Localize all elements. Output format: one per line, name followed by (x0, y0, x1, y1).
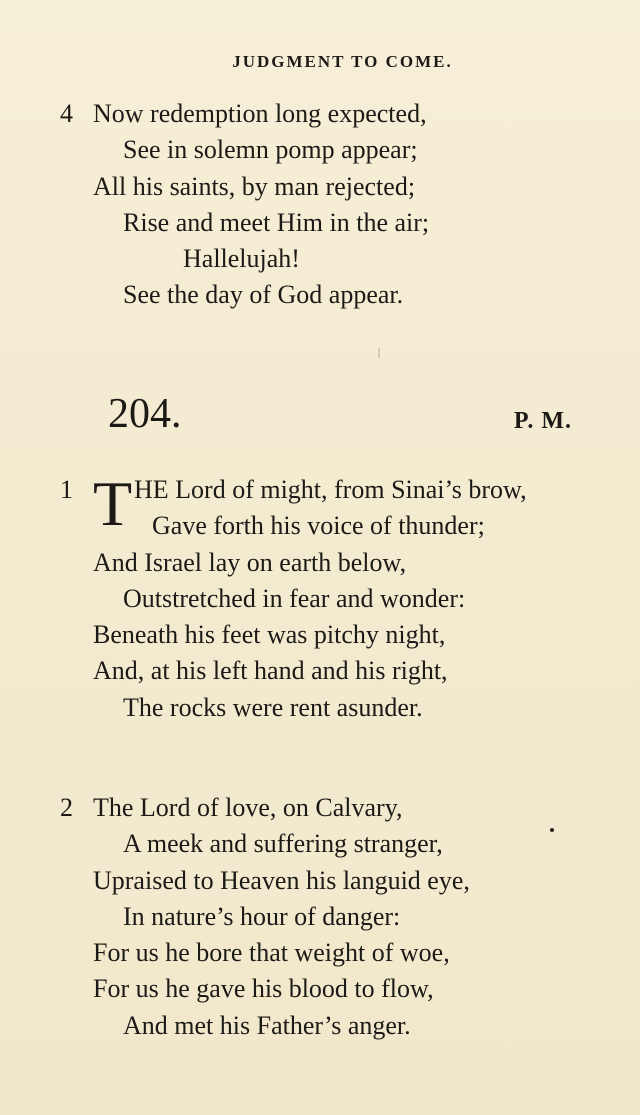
verse-text: And, at his left hand and his right, (93, 656, 448, 686)
verse-text: See in solemn pomp appear; (123, 135, 418, 165)
verse-text: The Lord of love, on Calvary, (93, 793, 403, 822)
verse-text: Rise and meet Him in the air; (123, 207, 430, 237)
stanza-2 (0, 790, 640, 1044)
stanza-1 (0, 468, 640, 726)
ink-speck (550, 828, 554, 832)
verse-line (0, 96, 640, 132)
verse-line (0, 277, 640, 313)
verse-line (0, 690, 640, 726)
stanza-number: 4 (60, 99, 73, 128)
verse-line (0, 899, 640, 935)
verse-text: All his saints, by man rejected; (93, 171, 416, 201)
stanza-number: 1 (60, 475, 73, 504)
verse-line (0, 790, 640, 826)
verse-line (0, 241, 640, 277)
verse-line (0, 545, 640, 581)
verse-line (0, 971, 640, 1007)
stanza-4 (0, 96, 640, 314)
verse-line (0, 617, 640, 653)
hymn-meter: P. M. (513, 408, 572, 434)
verse-text: In nature’s hour of danger: (123, 901, 401, 931)
verse-text: HE Lord of might, from Sinai’s brow, (134, 475, 527, 504)
verse-text: Hallelujah! (183, 244, 300, 274)
verse-text: Beneath his feet was pitchy night, (93, 620, 446, 650)
verse-text: The rocks were rent asunder. (123, 692, 423, 722)
stanza-number: 2 (60, 793, 73, 822)
verse-line (0, 935, 640, 971)
verse-text: For us he bore that weight of woe, (93, 938, 450, 968)
hymn-number: 204. (108, 391, 182, 437)
verse-line (0, 508, 640, 544)
verse-line (0, 653, 640, 689)
verse-text: A meek and suffering stranger, (123, 829, 443, 859)
verse-text: And met his Father’s anger. (123, 1010, 411, 1040)
verse-text: Outstretched in fear and wonder: (123, 583, 466, 613)
verse-text: Now redemption long expected, (93, 99, 427, 128)
verse-text: See the day of God appear. (123, 280, 404, 310)
verse-line (0, 132, 640, 168)
verse-text: Gave forth his voice of thunder; (152, 511, 485, 541)
verse-line (0, 863, 640, 899)
verse-line (0, 1008, 640, 1044)
drop-cap: T (93, 468, 133, 539)
verse-line (0, 205, 640, 241)
verse-text: For us he gave his blood to flow, (93, 974, 434, 1004)
verse-text: And Israel lay on earth below, (93, 547, 407, 577)
verse-line (0, 581, 640, 617)
verse-text: Upraised to Heaven his languid eye, (93, 865, 470, 895)
verse-line (0, 169, 640, 205)
verse-line (0, 826, 640, 862)
running-header: JUDGMENT TO COME. (232, 52, 453, 71)
print-mark (378, 348, 380, 358)
